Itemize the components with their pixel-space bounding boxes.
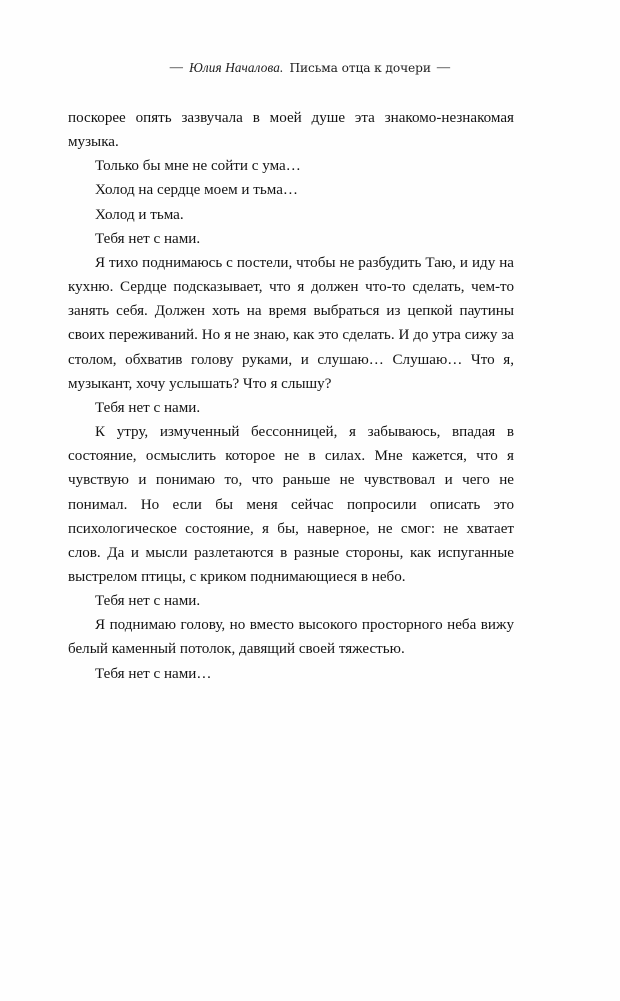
running-head-author: Юлия Началова. (189, 60, 284, 76)
paragraph: Тебя нет с нами. (95, 230, 201, 247)
body-text (68, 106, 514, 686)
paragraph: Тебя нет с нами. (95, 593, 201, 610)
running-head-title: Письма отца к дочери (289, 61, 431, 76)
paragraph: Я тихо поднимаюсь с постели, чтобы не разбудить Таю, и иду на кухню. Сердце подсказывает, что я должен что-то сделать, чем-то занять себя. Должен хоть на время выбраться из цепкой паутины своих переживаний. Но я не знаю, как это сделать. И до утра сижу за столом, обхватив голову руками, и слушаю… Слушаю… Что я, музыкант, хочу услышать? Что я слышу? (68, 254, 514, 392)
paragraph: Я поднимаю голову, но вместо высокого просторного неба вижу белый каменный потолок, давящий своей тяжестью. (68, 617, 514, 658)
paragraph: Тебя нет с нами. (95, 399, 201, 416)
paragraph: Только бы мне не сойти с ума… (95, 158, 301, 175)
paragraph: Тебя нет с нами… (95, 665, 212, 682)
paragraph: К утру, измученный бессонницей, я забываюсь, впадая в состояние, осмыслить которое не в силах. Мне кажется, что я чувствую и понимаю то, что раньше не чувствовал и чего не понимал. Но если бы меня сейчас попросили описать это психологическое состояние, я бы, наверное, не смог: не хватает слов. Да и мысли разлетаются в разные стороны, как испуганные выстрелом птицы, с криком поднимающиеся в небо. (68, 424, 514, 585)
running-head (0, 58, 620, 77)
paragraph: поскорее опять зазвучала в моей душе эта знакомо-незнакомая музыка. (68, 110, 514, 151)
paragraph: Холод на сердце моем и тьма… (95, 182, 298, 199)
running-head-dash-right: — (436, 59, 451, 74)
running-head-dash-left: — (169, 59, 184, 74)
paragraph: Холод и тьма. (95, 206, 184, 223)
